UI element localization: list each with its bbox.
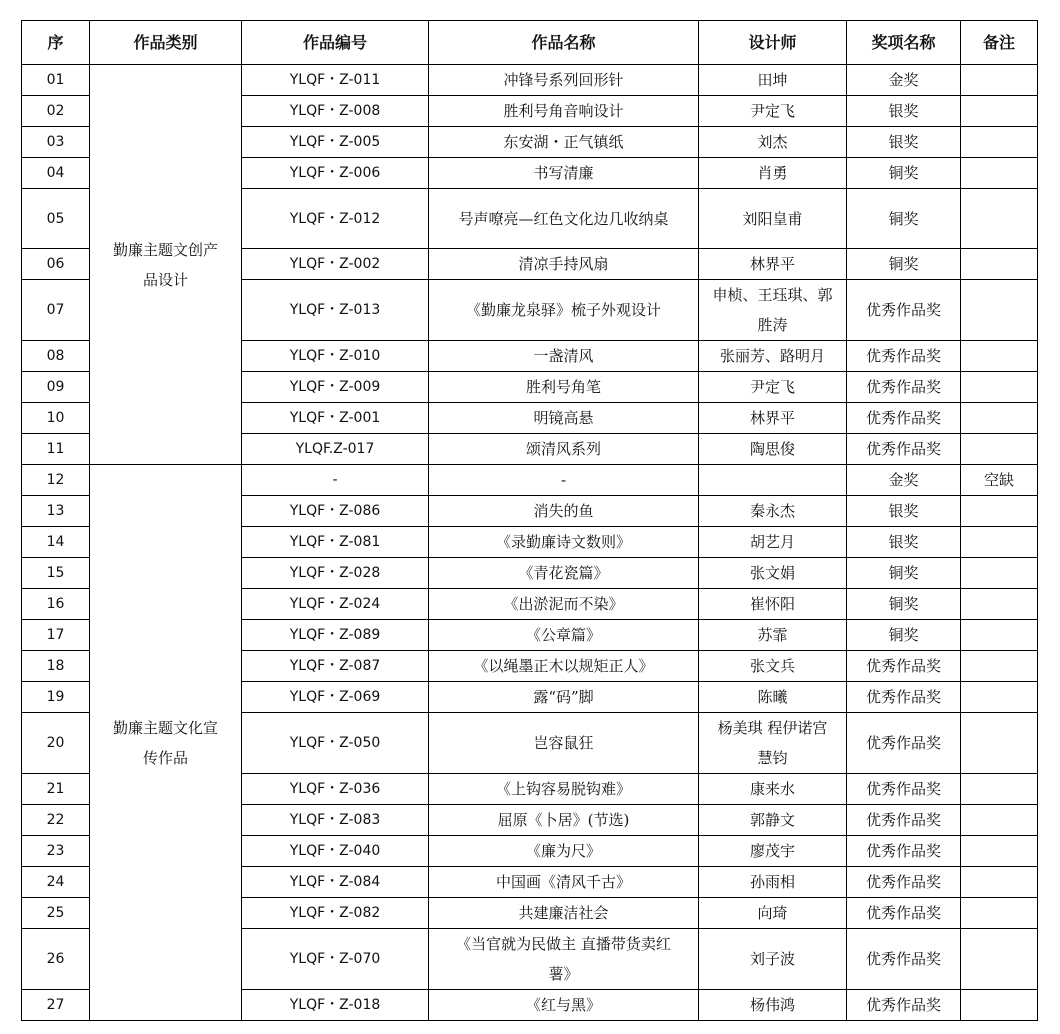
cell-name: 《录勤廉诗文数则》: [429, 527, 699, 558]
cell-no: 27: [22, 990, 90, 1021]
cell-name: 共建廉洁社会: [429, 898, 699, 929]
cell-no: 17: [22, 620, 90, 651]
cell-designer: 张文兵: [699, 651, 847, 682]
cell-note: [961, 805, 1038, 836]
cell-code: YLQF・Z-024: [242, 589, 429, 620]
cell-name: 《以绳墨正木以规矩正人》: [429, 651, 699, 682]
cell-code: YLQF・Z-002: [242, 249, 429, 280]
cell-code: YLQF・Z-082: [242, 898, 429, 929]
cell-name: -: [429, 465, 699, 496]
cell-no: 23: [22, 836, 90, 867]
cell-code: -: [242, 465, 429, 496]
cell-note: [961, 65, 1038, 96]
cell-no: 07: [22, 280, 90, 341]
cell-no: 14: [22, 527, 90, 558]
cell-designer: 崔怀阳: [699, 589, 847, 620]
cell-designer: 陶思俊: [699, 434, 847, 465]
cell-note: 空缺: [961, 465, 1038, 496]
cell-code: YLQF・Z-008: [242, 96, 429, 127]
cell-award: 优秀作品奖: [847, 682, 961, 713]
cell-name: 胜利号角音响设计: [429, 96, 699, 127]
cell-no: 26: [22, 929, 90, 990]
cell-code: YLQF.Z-017: [242, 434, 429, 465]
cell-designer: 申桢、王珏琪、郭胜涛: [699, 280, 847, 341]
cell-note: [961, 713, 1038, 774]
cell-no: 11: [22, 434, 90, 465]
cell-designer: 孙雨相: [699, 867, 847, 898]
cell-name: 胜利号角笔: [429, 372, 699, 403]
cell-designer: 苏霏: [699, 620, 847, 651]
table-row: [22, 65, 1038, 96]
cell-name: 《当官就为民做主 直播带货卖红薯》: [429, 929, 699, 990]
cell-award: 铜奖: [847, 620, 961, 651]
cell-designer: 杨美琪 程伊诺宫慧钧: [699, 713, 847, 774]
table-body: [22, 65, 1038, 1021]
cell-award: 金奖: [847, 465, 961, 496]
cell-designer: 向琦: [699, 898, 847, 929]
cell-award: 优秀作品奖: [847, 713, 961, 774]
cell-code: YLQF・Z-087: [242, 651, 429, 682]
cell-note: [961, 990, 1038, 1021]
cell-award: 优秀作品奖: [847, 341, 961, 372]
cell-award: 铜奖: [847, 249, 961, 280]
cell-code: YLQF・Z-009: [242, 372, 429, 403]
cell-designer: 杨伟鸿: [699, 990, 847, 1021]
cell-award: 优秀作品奖: [847, 805, 961, 836]
cell-award: 优秀作品奖: [847, 403, 961, 434]
cell-note: [961, 774, 1038, 805]
cell-designer: 尹定飞: [699, 372, 847, 403]
cell-designer: 康来水: [699, 774, 847, 805]
cell-name: 露“码”脚: [429, 682, 699, 713]
cell-no: 19: [22, 682, 90, 713]
award-list-sheet: [21, 20, 1038, 1021]
award-table: [21, 20, 1038, 1021]
cell-no: 24: [22, 867, 90, 898]
cell-award: 铜奖: [847, 558, 961, 589]
cell-no: 22: [22, 805, 90, 836]
cell-name: 岂容鼠狂: [429, 713, 699, 774]
header-no: 序: [22, 21, 90, 65]
cell-award: 银奖: [847, 127, 961, 158]
cell-designer: [699, 465, 847, 496]
cell-name: 颂清风系列: [429, 434, 699, 465]
cell-no: 20: [22, 713, 90, 774]
cell-name: 号声嘹亮—红色文化边几收纳桌: [429, 189, 699, 249]
cell-no: 15: [22, 558, 90, 589]
cell-no: 13: [22, 496, 90, 527]
cell-designer: 林界平: [699, 403, 847, 434]
cell-name: 冲锋号系列回形针: [429, 65, 699, 96]
cell-award: 铜奖: [847, 589, 961, 620]
cell-no: 10: [22, 403, 90, 434]
cell-award: 铜奖: [847, 189, 961, 249]
cell-no: 05: [22, 189, 90, 249]
table-row: [22, 465, 1038, 496]
cell-award: 铜奖: [847, 158, 961, 189]
cell-no: 08: [22, 341, 90, 372]
cell-note: [961, 898, 1038, 929]
cell-designer: 林界平: [699, 249, 847, 280]
cell-name: 《出淤泥而不染》: [429, 589, 699, 620]
cell-designer: 肖勇: [699, 158, 847, 189]
cell-note: [961, 651, 1038, 682]
cell-designer: 廖茂宇: [699, 836, 847, 867]
cell-note: [961, 249, 1038, 280]
cell-code: YLQF・Z-012: [242, 189, 429, 249]
cell-note: [961, 682, 1038, 713]
cell-no: 04: [22, 158, 90, 189]
cell-award: 优秀作品奖: [847, 372, 961, 403]
cell-no: 06: [22, 249, 90, 280]
cell-award: 优秀作品奖: [847, 774, 961, 805]
cell-name: 《青花瓷篇》: [429, 558, 699, 589]
cell-no: 02: [22, 96, 90, 127]
cell-name: 屈原《卜居》(节选): [429, 805, 699, 836]
cell-code: YLQF・Z-013: [242, 280, 429, 341]
cell-code: YLQF・Z-006: [242, 158, 429, 189]
cell-code: YLQF・Z-069: [242, 682, 429, 713]
cell-name: 清凉手持风扇: [429, 249, 699, 280]
header-row: [22, 21, 1038, 65]
cell-name: 书写清廉: [429, 158, 699, 189]
header-name: 作品名称: [429, 21, 699, 65]
cell-name: 消失的鱼: [429, 496, 699, 527]
cell-note: [961, 341, 1038, 372]
cell-no: 21: [22, 774, 90, 805]
cell-no: 25: [22, 898, 90, 929]
cell-designer: 刘杰: [699, 127, 847, 158]
cell-note: [961, 96, 1038, 127]
cell-note: [961, 280, 1038, 341]
cell-designer: 陈曦: [699, 682, 847, 713]
cell-designer: 张文娟: [699, 558, 847, 589]
cell-name: 东安湖・正气镇纸: [429, 127, 699, 158]
cell-note: [961, 527, 1038, 558]
cell-designer: 胡艺月: [699, 527, 847, 558]
cell-code: YLQF・Z-084: [242, 867, 429, 898]
cell-name: 《廉为尺》: [429, 836, 699, 867]
cell-code: YLQF・Z-018: [242, 990, 429, 1021]
cell-award: 金奖: [847, 65, 961, 96]
header-note: 备注: [961, 21, 1038, 65]
cell-note: [961, 434, 1038, 465]
cell-award: 优秀作品奖: [847, 280, 961, 341]
cell-code: YLQF・Z-081: [242, 527, 429, 558]
cell-award: 优秀作品奖: [847, 434, 961, 465]
cell-note: [961, 189, 1038, 249]
cell-note: [961, 558, 1038, 589]
cell-award: 优秀作品奖: [847, 651, 961, 682]
header-category: 作品类别: [90, 21, 242, 65]
cell-award: 优秀作品奖: [847, 990, 961, 1021]
cell-code: YLQF・Z-050: [242, 713, 429, 774]
cell-note: [961, 929, 1038, 990]
cell-code: YLQF・Z-010: [242, 341, 429, 372]
cell-name: 中国画《清风千古》: [429, 867, 699, 898]
cell-designer: 尹定飞: [699, 96, 847, 127]
cell-award: 优秀作品奖: [847, 836, 961, 867]
cell-note: [961, 589, 1038, 620]
cell-note: [961, 836, 1038, 867]
cell-designer: 张丽芳、路明月: [699, 341, 847, 372]
cell-no: 09: [22, 372, 90, 403]
cell-award: 银奖: [847, 527, 961, 558]
cell-code: YLQF・Z-070: [242, 929, 429, 990]
cell-code: YLQF・Z-036: [242, 774, 429, 805]
cell-name: 《公章篇》: [429, 620, 699, 651]
cell-note: [961, 372, 1038, 403]
cell-award: 银奖: [847, 96, 961, 127]
cell-name: 《上钩容易脱钩难》: [429, 774, 699, 805]
cell-no: 12: [22, 465, 90, 496]
cell-code: YLQF・Z-089: [242, 620, 429, 651]
cell-category: 勤廉主题文化宣传作品: [90, 465, 242, 1021]
header-designer: 设计师: [699, 21, 847, 65]
cell-no: 18: [22, 651, 90, 682]
cell-note: [961, 158, 1038, 189]
cell-note: [961, 127, 1038, 158]
cell-code: YLQF・Z-083: [242, 805, 429, 836]
cell-note: [961, 620, 1038, 651]
cell-designer: 刘阳皇甫: [699, 189, 847, 249]
header-code: 作品编号: [242, 21, 429, 65]
cell-no: 03: [22, 127, 90, 158]
cell-designer: 田坤: [699, 65, 847, 96]
cell-code: YLQF・Z-028: [242, 558, 429, 589]
cell-no: 16: [22, 589, 90, 620]
cell-award: 优秀作品奖: [847, 867, 961, 898]
cell-designer: 秦永杰: [699, 496, 847, 527]
header-award: 奖项名称: [847, 21, 961, 65]
cell-no: 01: [22, 65, 90, 96]
cell-name: 《勤廉龙泉驿》梳子外观设计: [429, 280, 699, 341]
cell-award: 优秀作品奖: [847, 929, 961, 990]
cell-category: 勤廉主题文创产品设计: [90, 65, 242, 465]
cell-award: 银奖: [847, 496, 961, 527]
cell-code: YLQF・Z-040: [242, 836, 429, 867]
cell-name: 一盏清风: [429, 341, 699, 372]
cell-code: YLQF・Z-005: [242, 127, 429, 158]
cell-name: 《红与黑》: [429, 990, 699, 1021]
cell-code: YLQF・Z-011: [242, 65, 429, 96]
cell-designer: 刘子波: [699, 929, 847, 990]
cell-note: [961, 867, 1038, 898]
cell-award: 优秀作品奖: [847, 898, 961, 929]
cell-code: YLQF・Z-001: [242, 403, 429, 434]
cell-designer: 郭静文: [699, 805, 847, 836]
cell-name: 明镜高悬: [429, 403, 699, 434]
cell-code: YLQF・Z-086: [242, 496, 429, 527]
cell-note: [961, 496, 1038, 527]
cell-note: [961, 403, 1038, 434]
